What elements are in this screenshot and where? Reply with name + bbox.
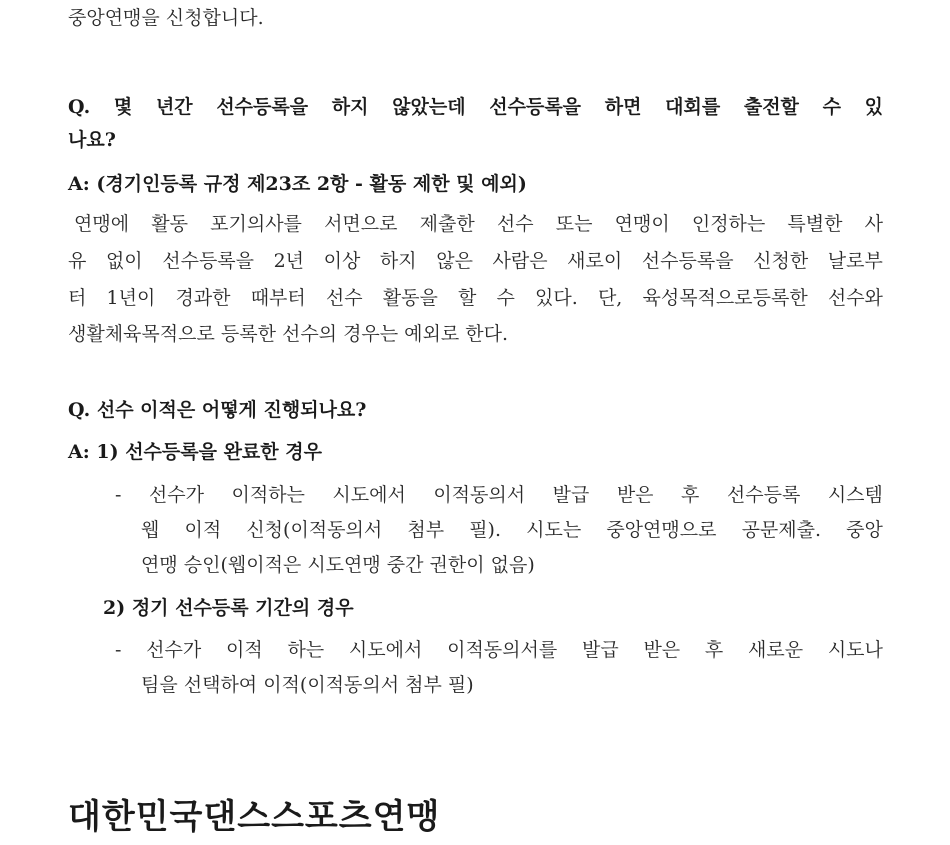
word: 있 (864, 96, 883, 118)
word: 수 (822, 96, 841, 118)
word: 후 (704, 639, 724, 661)
word: 사람은 (492, 250, 548, 272)
answer-1-line-3 (68, 286, 883, 310)
answer-2-case-1-title: A: 1) 선수등록을 완료한 경우 (68, 441, 322, 463)
word: Q. (68, 96, 91, 118)
word: 선수등록을 (641, 250, 734, 272)
word: 중앙 (846, 519, 883, 541)
word: 시스템 (827, 484, 883, 506)
word: 발급 (552, 484, 590, 506)
word: 발급 (581, 639, 619, 661)
word: 신청한 (753, 250, 809, 272)
answer-2-case-1-line-1 (115, 483, 883, 507)
word: 특별한 (787, 213, 843, 235)
answer-2-case-2-line-1 (115, 638, 883, 662)
intro-text: 중앙연맹을 신청합니다. (68, 7, 264, 29)
word: - (115, 484, 122, 506)
word: 있다. (535, 287, 578, 309)
word: 후 (681, 484, 700, 506)
word: 단, (597, 287, 623, 309)
word: 시도나 (827, 639, 883, 661)
question-1-line-1 (68, 95, 883, 119)
word: 선수 (325, 287, 363, 309)
word: 또는 (555, 213, 593, 235)
word: 이상 (323, 250, 361, 272)
word: 선수가 (148, 484, 204, 506)
word: 선수가 (146, 639, 202, 661)
word: 이적 (225, 639, 263, 661)
answer-2-case-2-title: 2) 정기 선수등록 기간의 경우 (103, 597, 354, 619)
answer-2-case-2-line-2: 팀을 선택하여 이적(이적동의서 첨부 필) (141, 674, 474, 696)
answer-1-line-2 (68, 249, 883, 273)
word: 새로이 (567, 250, 623, 272)
word: 않은 (436, 250, 473, 272)
word: - (115, 639, 122, 661)
word: 제출한 (419, 213, 475, 235)
word: 활동 (151, 213, 188, 235)
word: 첨부 (407, 519, 445, 541)
word: 할 (458, 287, 477, 309)
answer-1-line-4: 생활체육목적으로 등록한 선수의 경우는 예외로 한다. (68, 323, 509, 345)
word: 하지 (331, 96, 369, 118)
word: 년간 (155, 96, 193, 118)
word: 받은 (643, 639, 681, 661)
word: 선수 (496, 213, 534, 235)
word: 유 (68, 250, 87, 272)
word: 터 (68, 287, 87, 309)
word: 선수등록을 (216, 96, 309, 118)
question-1-line-2: 나요? (68, 129, 116, 151)
word: 날로부 (827, 250, 883, 272)
word: 받은 (616, 484, 654, 506)
word: 이적동의서를 (447, 639, 558, 661)
word: 연맹에 (68, 213, 130, 235)
word: 중앙연맹으로 (606, 519, 717, 541)
word: 하는 (287, 639, 325, 661)
word: 선수등록을 (162, 250, 255, 272)
word: 웹 (141, 519, 160, 541)
word: 선수등록을 (489, 96, 582, 118)
answer-1-title: A: (경기인등록 규정 제23조 2항 - 활동 제한 및 예외) (68, 173, 527, 195)
word: 하지 (379, 250, 417, 272)
word: 인정하는 (691, 213, 766, 235)
word: 수 (496, 287, 515, 309)
answer-1-line-1 (68, 212, 883, 236)
word: 대회를 (665, 96, 721, 118)
word: 연맹이 (614, 213, 670, 235)
word: 선수와 (827, 287, 883, 309)
word: 1년이 (106, 287, 156, 309)
word: 선수등록 (726, 484, 801, 506)
word: 없이 (105, 250, 143, 272)
word: 몇 (113, 96, 133, 118)
word: 시도에서 (348, 639, 423, 661)
word: 않았는데 (392, 96, 466, 118)
word: 이적 (184, 519, 222, 541)
word: 이적하는 (231, 484, 305, 506)
word: 새로운 (748, 639, 804, 661)
word: 하면 (604, 96, 642, 118)
word: 공문제출. (741, 519, 822, 541)
word: 신청(이적동의서 (246, 519, 383, 541)
word: 포기의사를 (210, 213, 302, 235)
answer-2-case-1-line-3: 연맹 승인(웹이적은 시도연맹 중간 권한이 없음) (141, 554, 535, 576)
word: 출전할 (743, 96, 799, 118)
word: 사 (864, 213, 883, 235)
word: 활동을 (382, 287, 438, 309)
question-2: Q. 선수 이적은 어떻게 진행되나요? (68, 399, 367, 421)
word: 육성목적으로등록한 (642, 287, 808, 309)
word: 때부터 (250, 287, 306, 309)
word: 이적동의서 (433, 484, 526, 506)
word: 필). (469, 519, 502, 541)
organization-name: 대한민국댄스스포츠연맹 (68, 797, 441, 837)
word: 서면으로 (324, 213, 398, 235)
word: 시도에서 (332, 484, 406, 506)
word: 경과한 (175, 287, 231, 309)
word: 2년 (273, 250, 305, 272)
word: 시도는 (526, 519, 582, 541)
answer-2-case-1-line-2 (141, 518, 883, 542)
